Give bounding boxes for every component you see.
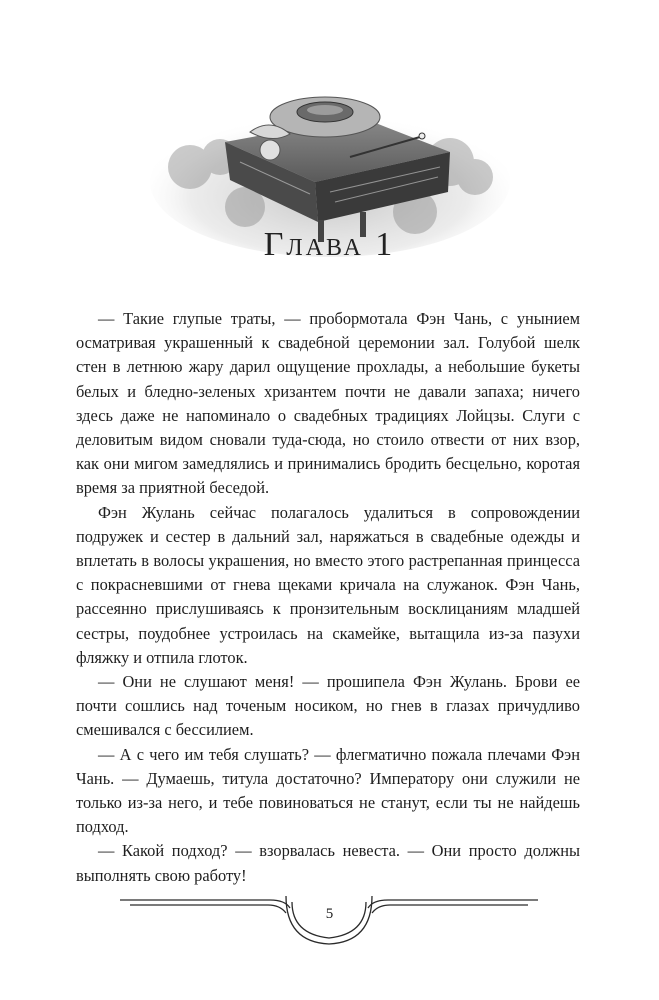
paragraph: Фэн Жулань сейчас полагалось удалиться в сопровождении подружек и сестер в дальний зал, наряжаться в свадебные одежды и вплетать в волосы украшения, но вместо этого растрепанная принцесса с покрасневшими от гнева щеками кричала на служанок. Фэн Чань, рассеянно прислушиваясь к пронзительным восклицаниям младшей сестры, поудобнее устроилась на скамейке, вытащила из-за пазухи фляжку и отпила глоток. bbox=[76, 502, 580, 667]
paragraph: — Такие глупые траты, — пробормотала Фэн Чань, с унынием осматривая украшенный к свадебной церемонии зал. Голубой шелк стен в летнюю жару дарил ощущение прохлады, а небольшие букеты белых и бледно-зеленых хризантем почти не давали запаха; ничего здесь даже не напоминало о свадебных традициях Лойцзы. Слуги с деловитым видом сновали туда-сюда, но стоило отвести от них взор, как они мигом замедлялись и принимались бродить бесцельно, коротая время за приятной беседой. bbox=[76, 309, 580, 498]
chapter-body bbox=[76, 307, 580, 888]
page-number: 5 bbox=[325, 906, 334, 922]
paragraph: — Они не слушают меня! — прошипела Фэн Жулань. Брови ее почти сошлись над точеным носиком, но гнев в глазах причудливо смешивался с бессилием. bbox=[76, 672, 580, 740]
paragraph: — Какой подход? — взорвалась невеста. — Они просто должны выполнять свою работу! bbox=[76, 841, 580, 885]
paragraph: — А с чего им тебя слушать? — флегматично пожала плечами Фэн Чань. — Думаешь, титула достаточно? Императору они служили не только из-за него, и тебе повиноваться не станут, если ты не найдешь подход. bbox=[76, 744, 580, 837]
chapter-title: Глава 1 bbox=[263, 226, 396, 263]
